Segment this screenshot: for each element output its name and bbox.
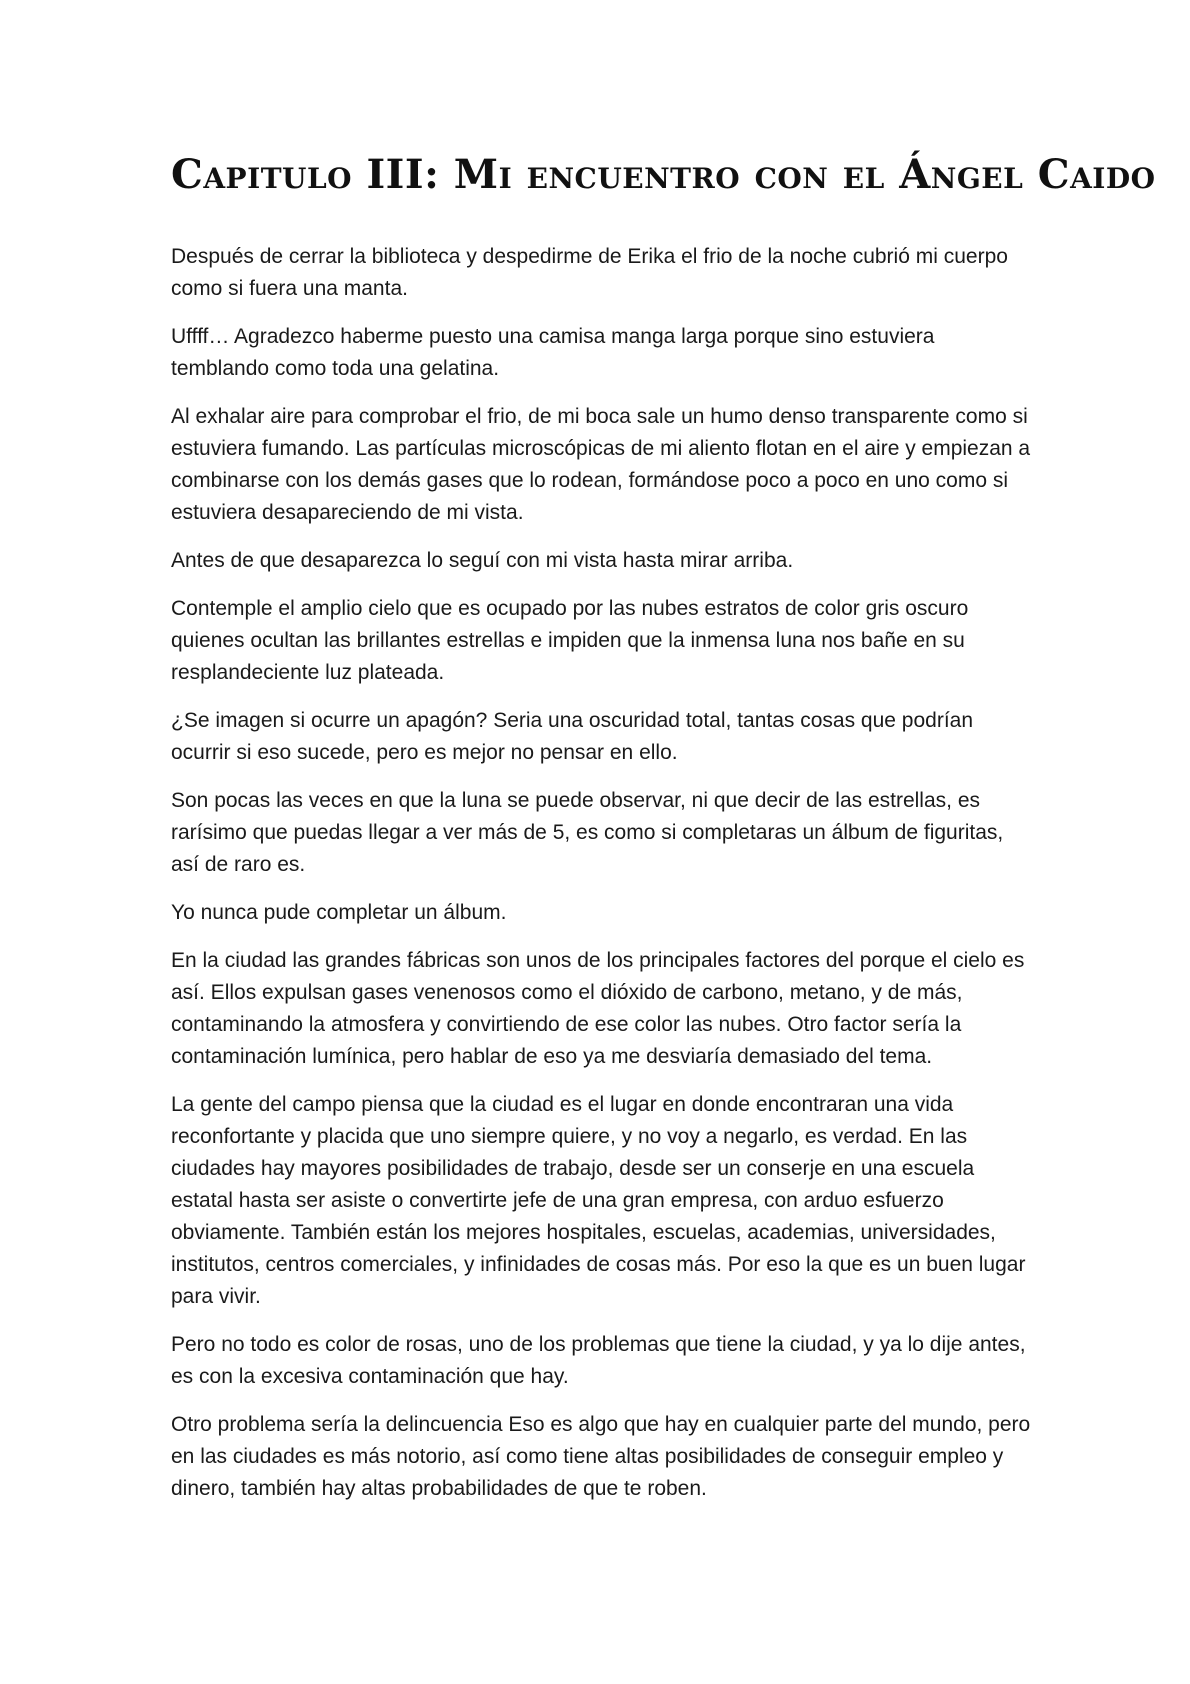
paragraph: En la ciudad las grandes fábricas son unos de los principales factores del porque el cielo es así. Ellos expulsan gases venenosos como el dióxido de carbono, metano, y de más, contaminando la atmosfera y convirtiendo de ese color las nubes. Otro factor sería la contaminación lumínica, pero hablar de eso ya me desviaría demasiado del tema.	[171, 949, 1025, 1068]
paragraph: Pero no todo es color de rosas, uno de los problemas que tiene la ciudad, y ya lo dije antes, es con la excesiva contaminación que hay.	[171, 1333, 1026, 1388]
paragraph: Yo nunca pude completar un álbum.	[171, 901, 507, 924]
paragraph: Después de cerrar la biblioteca y despedirme de Erika el frio de la noche cubrió mi cuerpo como si fuera una manta.	[171, 245, 1008, 300]
chapter-body	[171, 241, 1031, 1521]
paragraph: Antes de que desaparezca lo seguí con mi vista hasta mirar arriba.	[171, 549, 794, 572]
paragraph: Otro problema sería la delincuencia Eso es algo que hay en cualquier parte del mundo, pero en las ciudades es más notorio, así como tiene altas posibilidades de conseguir empleo y dinero, también hay altas probabilidades de que te roben.	[171, 1413, 1031, 1500]
paragraph: Al exhalar aire para comprobar el frio, de mi boca sale un humo denso transparente como si estuviera fumando. Las partículas microscópicas de mi aliento flotan en el aire y empiezan a combinarse con los demás gases que lo rodean, formándose poco a poco en uno como si estuviera desapareciendo de mi vista.	[171, 405, 1031, 524]
paragraph: Uffff… Agradezco haberme puesto una camisa manga larga porque sino estuviera temblando como toda una gelatina.	[171, 325, 935, 380]
paragraph: Son pocas las veces en que la luna se puede observar, ni que decir de las estrellas, es rarísimo que puedas llegar a ver más de 5, es como si completaras un álbum de figuritas, así de raro es.	[171, 789, 1004, 876]
chapter-title: Capitulo III: Mi encuentro con el Ángel Caido	[171, 151, 1156, 198]
paragraph: ¿Se imagen si ocurre un apagón? Seria una oscuridad total, tantas cosas que podrían ocurrir si eso sucede, pero es mejor no pensar en ello.	[171, 709, 974, 764]
paragraph: La gente del campo piensa que la ciudad es el lugar en donde encontraran una vida reconfortante y placida que uno siempre quiere, y no voy a negarlo, es verdad. En las ciudades hay mayores posibilidades de trabajo, desde ser un conserje en una escuela estatal hasta ser asiste o convertirte jefe de una gran empresa, con arduo esfuerzo obviamente. También están los mejores hospitales, escuelas, academias, universidades, institutos, centros comerciales, y infinidades de cosas más. Por eso la que es un buen lugar para vivir.	[171, 1093, 1026, 1308]
paragraph: Contemple el amplio cielo que es ocupado por las nubes estratos de color gris oscuro quienes ocultan las brillantes estrellas e impiden que la inmensa luna nos bañe en su resplandeciente luz plateada.	[171, 597, 969, 684]
